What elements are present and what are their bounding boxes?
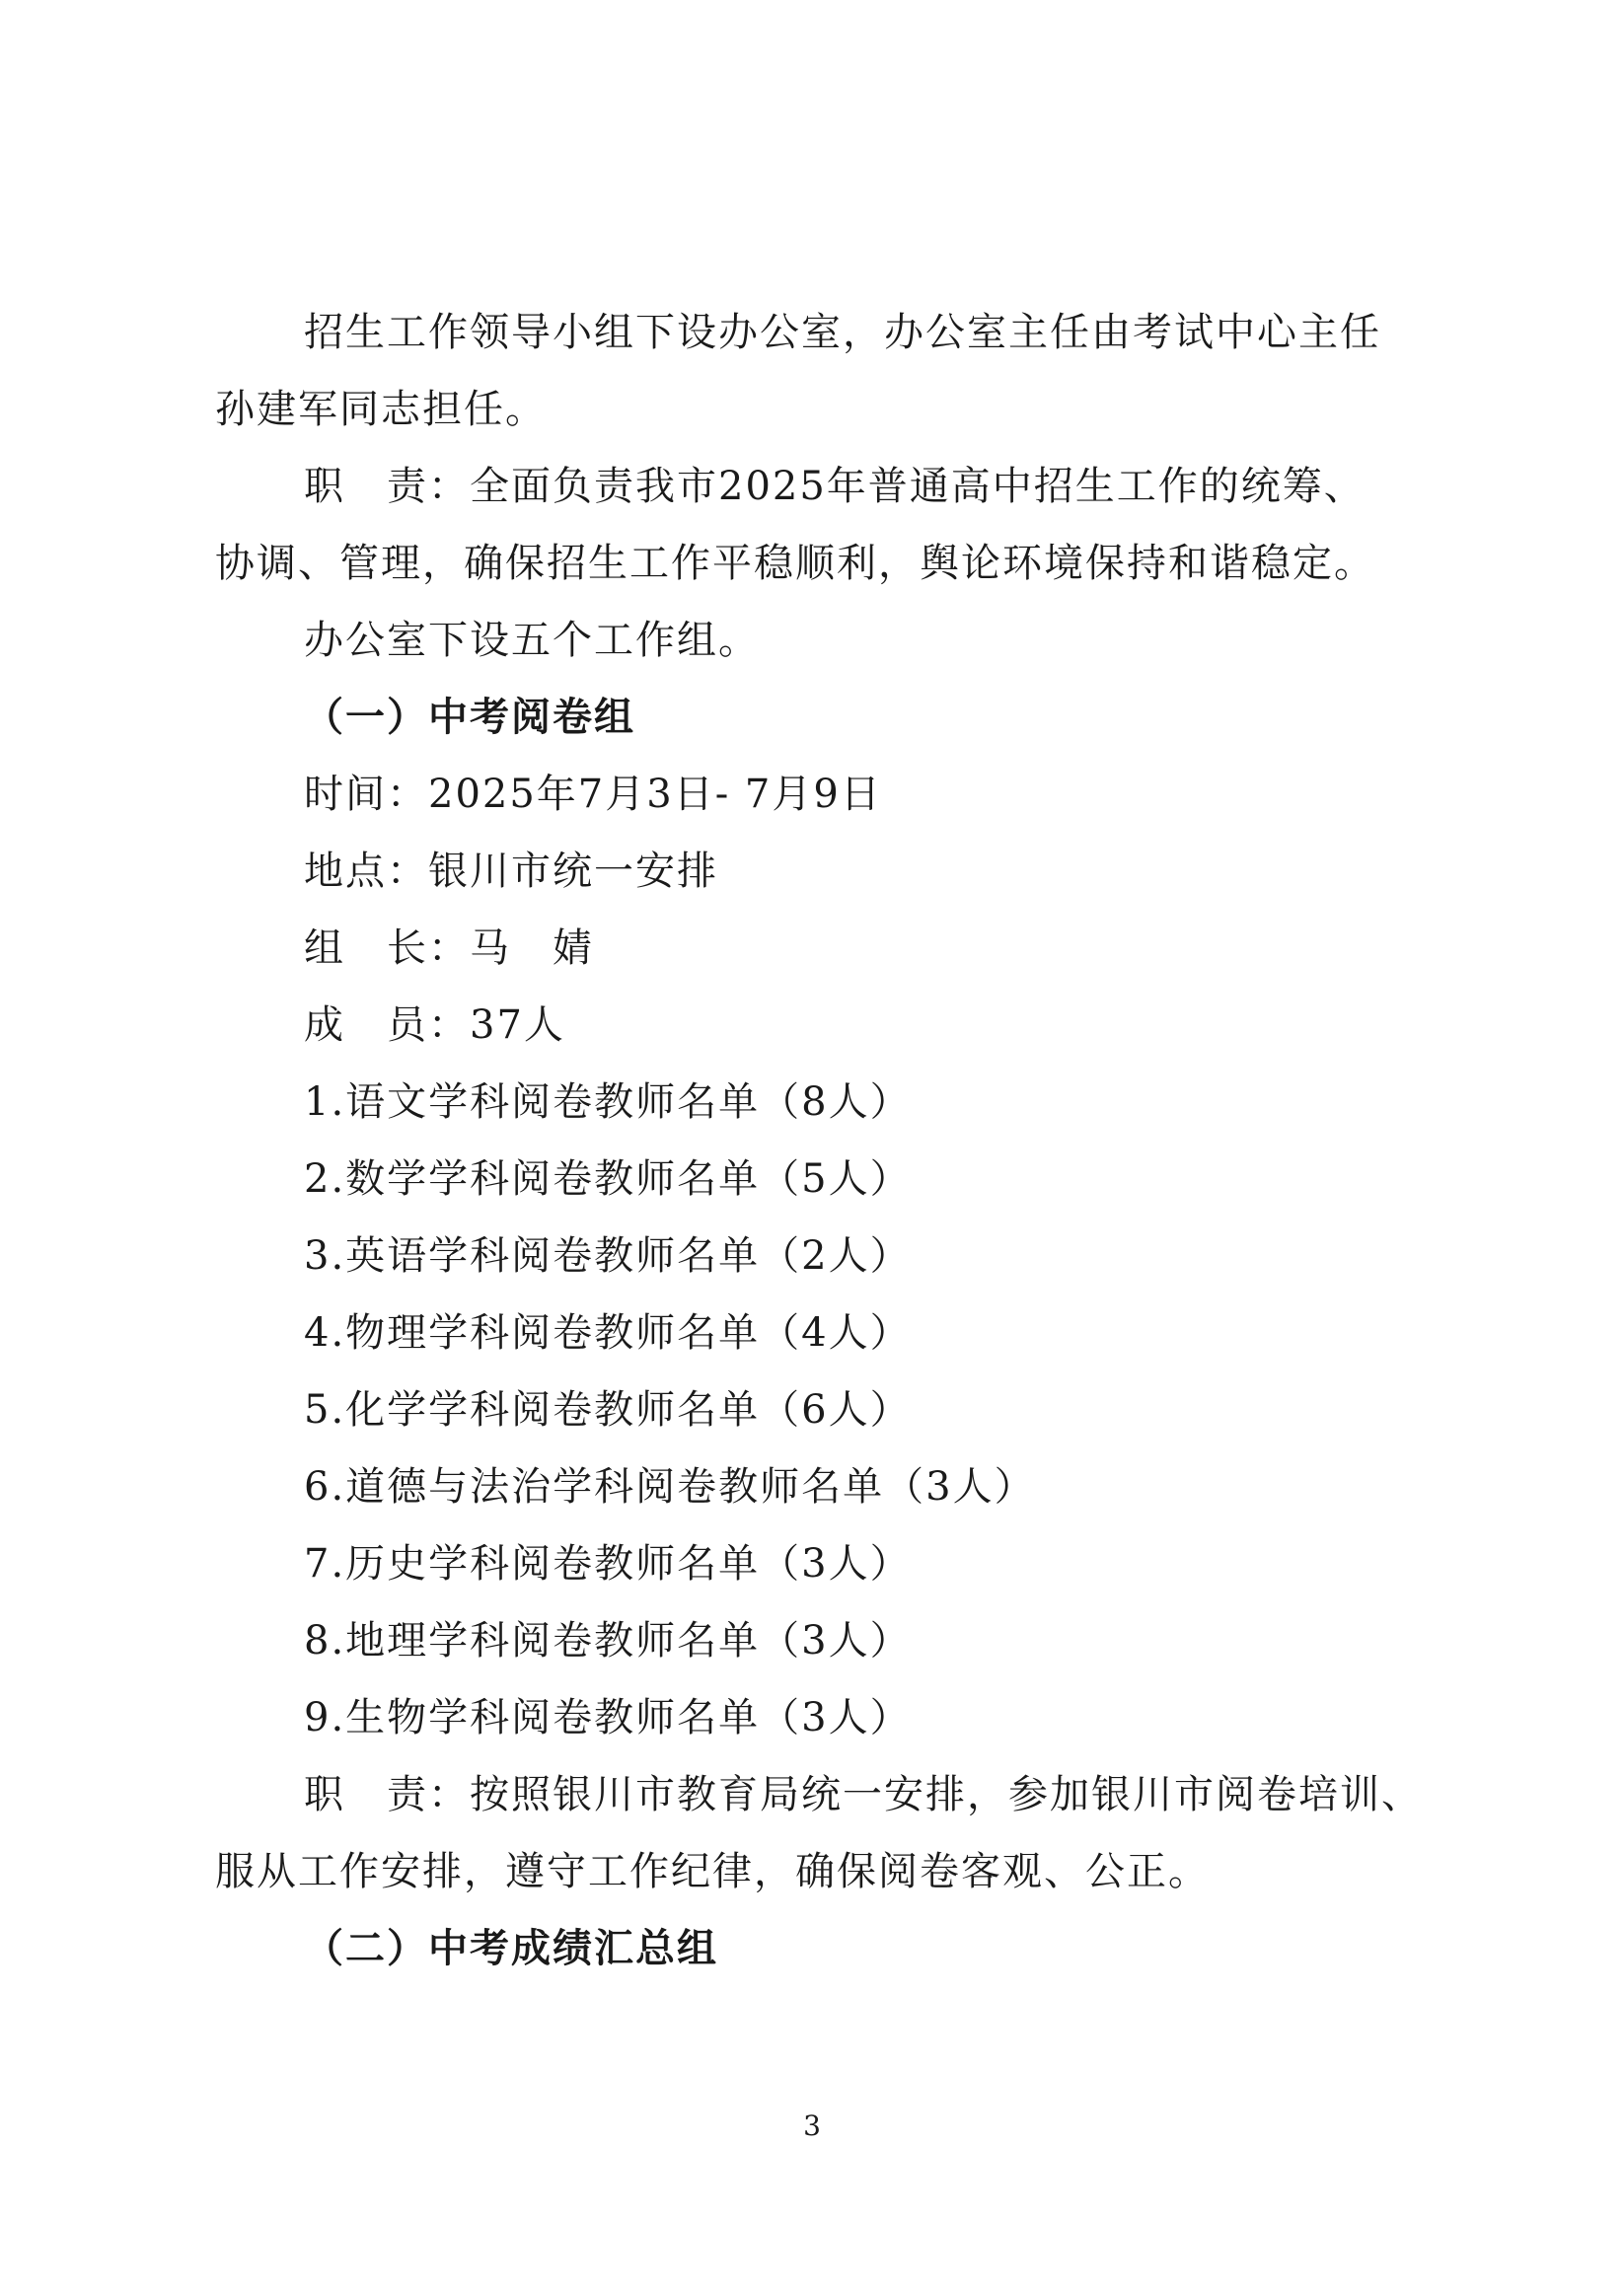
teacher-list-item: 1.语文学科阅卷教师名单（8人）	[304, 1079, 912, 1125]
marking-group-members: 成 员：37人	[304, 1002, 565, 1048]
paragraph-office-line-1: 招生工作领导小组下设办公室，办公室主任由考试中心主任	[304, 310, 1381, 355]
paragraph-workgroups: 办公室下设五个工作组。	[304, 618, 760, 663]
section-heading-marking-group: （一）中考阅卷组	[304, 694, 635, 740]
teacher-list-item: 3.英语学科阅卷教师名单（2人）	[304, 1233, 912, 1279]
teacher-list-item: 4.物理学科阅卷教师名单（4人）	[304, 1310, 912, 1356]
marking-place: 地点：银川市统一安排	[304, 849, 718, 894]
teacher-list-item: 9.生物学科阅卷教师名单（3人）	[304, 1695, 912, 1740]
teacher-list-item: 5.化学学科阅卷教师名单（6人）	[304, 1387, 912, 1433]
marking-duty-line-1: 职 责：按照银川市教育局统一安排，参加银川市阅卷培训、	[304, 1772, 1423, 1817]
teacher-list-item: 2.数学学科阅卷教师名单（5人）	[304, 1156, 912, 1202]
teacher-list-item: 7.历史学科阅卷教师名单（3人）	[304, 1541, 912, 1587]
teacher-list-item: 6.道德与法治学科阅卷教师名单（3人）	[304, 1464, 1036, 1510]
paragraph-office-line-2: 孙建军同志担任。	[215, 387, 547, 432]
marking-duty-line-2: 服从工作安排，遵守工作纪律，确保阅卷客观、公正。	[215, 1849, 1210, 1894]
paragraph-duty-line-2: 协调、管理，确保招生工作平稳顺利，舆论环境保持和谐稳定。	[215, 541, 1375, 586]
page-number: 3	[803, 2109, 821, 2142]
marking-group-leader: 组 长：马 婧	[304, 925, 594, 971]
paragraph-duty-line-1: 职 责：全面负责我市2025年普通高中招生工作的统筹、	[304, 464, 1366, 509]
teacher-list-item: 8.地理学科阅卷教师名单（3人）	[304, 1618, 912, 1664]
marking-time: 时间：2025年7月3日- 7月9日	[304, 772, 882, 817]
section-heading-score-summary-group: （二）中考成绩汇总组	[304, 1925, 718, 1971]
